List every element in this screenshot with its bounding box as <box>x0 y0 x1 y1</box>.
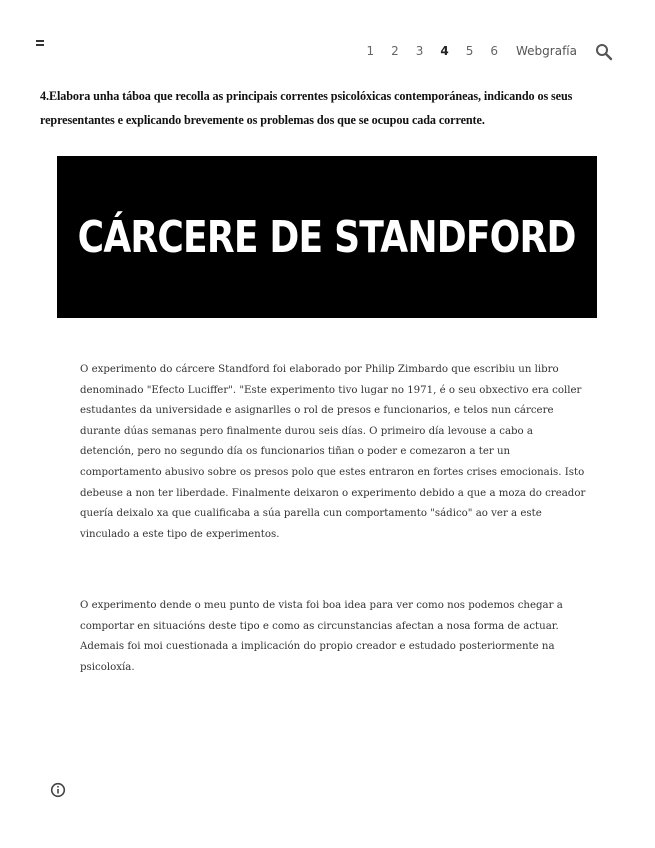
info-icon[interactable] <box>50 782 66 798</box>
nav-page-5[interactable]: 5 <box>465 44 474 58</box>
paragraph-opinion: O experimento dende o meu punto de vista foi boa idea para ver como nos podemos chegar a comportar en situacións deste tipo e como as circunstancias afectan a nosa forma de actuar. Ademais foi moi cuestionada a implicación do propio creador e estudado posteriormente na psicoloxía. <box>80 600 563 673</box>
nav-page-6[interactable]: 6 <box>490 44 499 58</box>
nav-page-1[interactable]: 1 <box>366 44 375 58</box>
question-heading: 4.Elabora unha táboa que recolla as principais correntes psicolóxicas contemporáneas, indicando os seus representantes e explicando brevemente os problemas dos que se ocupou cada corrente. <box>40 89 573 127</box>
banner-image <box>57 156 597 318</box>
hamburger-icon <box>36 40 44 42</box>
nav-page-3[interactable]: 3 <box>415 44 424 58</box>
page-navigation <box>349 44 577 58</box>
nav-page-4[interactable]: 4 <box>440 44 449 58</box>
banner-title: CÁRCERE DE STANDFORD <box>78 211 576 263</box>
paragraph-experiment: O experimento do cárcere Standford foi elaborado por Philip Zimbardo que escribiu un libro denominado "Efecto Luciffer". "Este experimento tivo lugar no 1971, é o seu obxectivo era coller estudantes da universidade e asignarlles o rol de presos e funcionarios, e telos nun cárcere durante dúas semanas pero finalmente durou seis días. O primeiro día levouse a cabo a detención, pero no segundo día os funcionarios tiñan o poder e comezaron a ter un comportamento abusivo sobre os presos polo que estes entraron en fortes crises emocionais. Isto debeuse a non ter liberdade. Finalmente deixaron o experimento debido a que a moza do creador quería deixalo xa que cualificaba a súa parella cun comportamento "sádico" ao ver a este vinculado a este tipo de experimentos. <box>80 364 586 540</box>
nav-page-2[interactable]: 2 <box>391 44 399 58</box>
hamburger-icon-line <box>36 44 44 46</box>
menu-button[interactable] <box>34 36 48 50</box>
nav-webgrafia[interactable]: Webgrafía <box>516 44 577 58</box>
search-icon[interactable] <box>595 43 613 61</box>
